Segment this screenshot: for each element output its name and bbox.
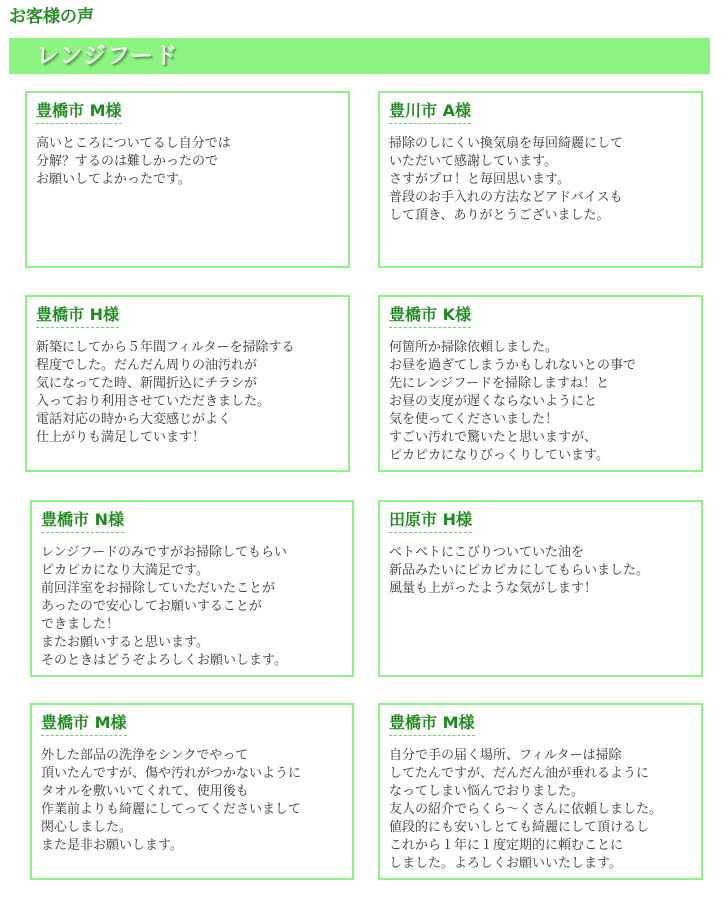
review-line: 掃除のしにくい換気扇を毎回綺麗にして: [389, 136, 624, 151]
review-line: 電話対応の時から大変感じがよく: [36, 412, 232, 427]
review-text: [41, 544, 348, 670]
review-line: レンジフードのみですがお掃除してもらい: [41, 545, 287, 560]
review-line: 友人の紹介でらくら〜くさんに依頼しました。: [389, 802, 663, 817]
review-card: [25, 91, 350, 268]
review-line: 程度でした。だんだん周りの油汚れが: [36, 358, 258, 373]
review-card: [378, 703, 703, 880]
review-line: また是非お願いします。: [41, 838, 183, 853]
review-line: しました。よろしくお願いいたします。: [389, 856, 622, 871]
review-card: [378, 500, 703, 677]
review-line: お昼を過ぎてしまうかもしれないとの事で: [389, 358, 637, 373]
review-line: 風量も上がったような気がします！: [389, 581, 598, 596]
review-line: いただいて感謝しています。: [389, 154, 557, 169]
reviewer-name: 豊橋市 M様: [41, 713, 127, 736]
review-text: [36, 135, 344, 189]
review-text: [389, 544, 697, 598]
page-heading: お客様の声: [9, 7, 94, 27]
review-line: 作業前よりも綺麗にしてってくださいまして: [41, 802, 302, 817]
review-card: [30, 500, 354, 677]
review-line: 仕上がりも満足しています！: [36, 430, 206, 445]
review-line: してたんですが、だんだん油が垂れるように: [389, 766, 650, 781]
review-line: あったので安心してお願いすることが: [41, 599, 262, 614]
review-text: [389, 747, 697, 873]
review-line: 頂いたんですが、傷や汚れがつかないように: [41, 766, 302, 781]
review-line: さすがプロ！と毎回思います。: [389, 172, 570, 187]
review-line: 先にレンジフードを掃除しますね！と: [389, 376, 609, 391]
review-line: ピカピカになりびっくりしています。: [389, 448, 609, 463]
reviewer-name: 豊橋市 M様: [389, 713, 475, 736]
reviewer-name: 豊橋市 H様: [36, 305, 119, 328]
review-line: 前回洋室をお掃除していただいたことが: [41, 581, 276, 596]
review-line: できました！: [41, 617, 120, 632]
review-card: [30, 703, 354, 880]
reviewer-name: 豊橋市 N様: [41, 510, 124, 533]
review-card: [25, 295, 350, 472]
review-text: [36, 339, 344, 447]
review-line: 気になってた時、新聞折込にチラシが: [36, 376, 258, 391]
review-line: して頂き、ありがとうございました。: [389, 208, 610, 223]
review-line: 外した部品の洗浄をシンクでやって: [41, 748, 249, 763]
review-line: なってしまい悩んでおりました。: [389, 784, 585, 799]
review-line: これから１年に１度定期的に頼むことに: [389, 838, 624, 853]
review-line: 普段のお手入れの方法などアドバイスも: [389, 190, 623, 205]
review-line: ベトベトにこびりついていた油を: [389, 545, 585, 560]
review-line: お願いしてよかったです。: [36, 172, 191, 187]
review-text: [41, 747, 348, 855]
reviewer-name: 豊川市 A様: [389, 101, 471, 124]
review-text: [389, 339, 697, 465]
review-line: 値段的にも安いしとても綺麗にして頂けるし: [389, 820, 650, 835]
review-card: [378, 91, 703, 268]
reviewer-name: 豊橋市 M様: [36, 101, 122, 124]
review-line: 新品みたいにピカピカにしてもらいました。: [389, 563, 650, 578]
reviewer-name: 田原市 H様: [389, 510, 472, 533]
section-banner: [9, 38, 710, 74]
review-line: 分解？するのは難しかったので: [36, 154, 219, 169]
review-card: [378, 295, 703, 472]
review-line: 気を使ってくださいました！: [389, 412, 559, 427]
review-line: ピカピカになり大満足です。: [41, 563, 209, 578]
section-title: レンジフード: [36, 43, 179, 69]
review-line: 入っており利用させていただきました。: [36, 394, 271, 409]
review-line: お昼の支度が遅くならないようにと: [389, 394, 598, 409]
review-line: タオルを敷いいてくれて、使用後も: [41, 784, 249, 799]
review-line: 高いところについてるし自分では: [36, 136, 231, 151]
review-line: すごい汚れで驚いたと思いますが、: [389, 430, 598, 445]
review-text: [389, 135, 697, 225]
review-line: またお願いすると思います。: [41, 635, 209, 650]
review-line: そのときはどうぞよろしくお願いします。: [41, 653, 287, 668]
review-line: 何箇所か掃除依頼しました。: [389, 340, 559, 355]
review-line: 自分で手の届く場所、フィルターは掃除: [389, 748, 622, 763]
review-line: 関心しました。: [41, 820, 133, 835]
review-line: 新築にしてから５年間フィルターを掃除する: [36, 340, 295, 355]
reviewer-name: 豊橋市 K様: [389, 305, 471, 328]
